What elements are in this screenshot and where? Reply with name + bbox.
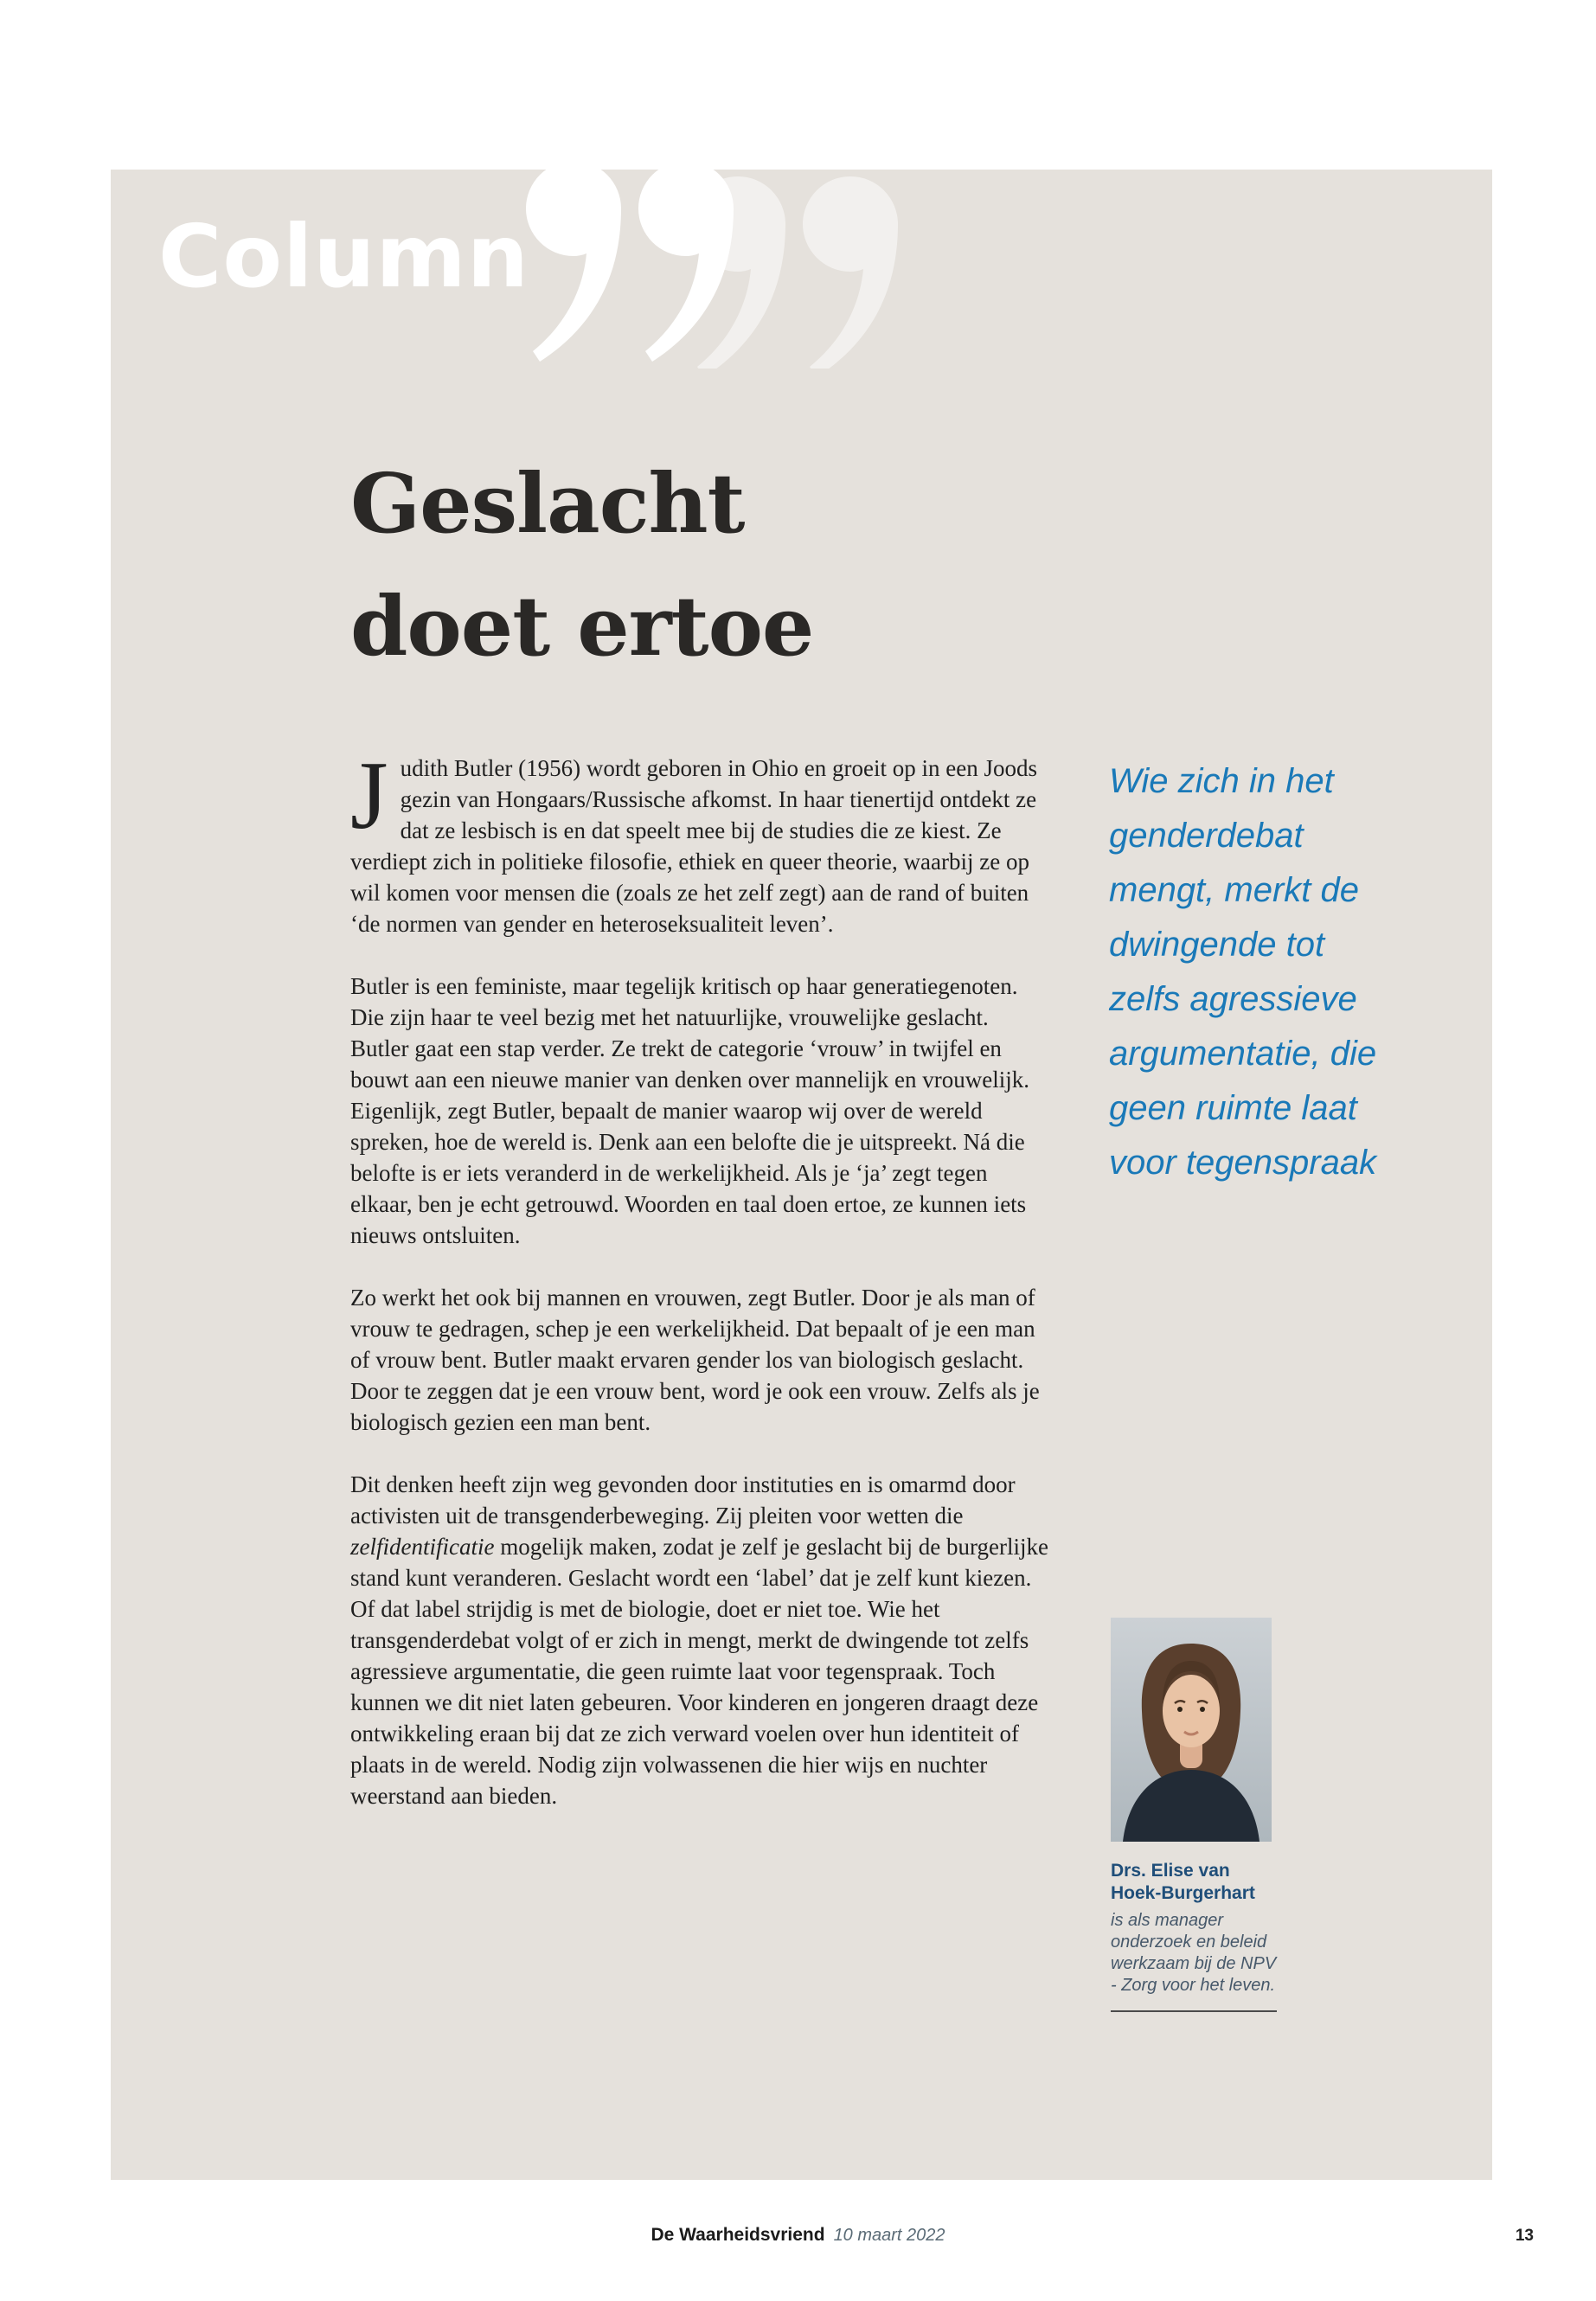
article-body — [350, 742, 1051, 1811]
paragraph-1 — [350, 742, 1051, 939]
article-title — [350, 443, 813, 689]
page-number: 13 — [1515, 2227, 1534, 2245]
drop-cap: J — [350, 742, 388, 849]
paragraph-1-text: udith Butler (1956) wordt geboren in Ohio en groeit op in een Joods gezin van Hongaars/Russische afkomst. In haar tienertijd ontdekt ze dat ze lesbisch is en dat speelt mee bij de studies die ze kiest. Ze verdiept zich in politieke filosofie, ethiek en queer theorie, waarbij ze op wil komen voor mensen die (zoals ze het zelf zegt) aan de rand of buiten ‘de normen van gender en heteroseksualiteit leven’. — [350, 755, 1037, 937]
pull-quote: Wie zich in het genderdebat mengt, merkt de dwingende tot zelfs agressieve argumentatie, die geen ruimte laat voor tegenspraak — [1109, 762, 1377, 1182]
paragraph-2: Butler is een feministe, maar tegelijk kritisch op haar generatiegenoten. Die zijn haar te veel bezig met het natuurlijke, vrouwelijke geslacht. Butler gaat een stap verder. Ze trekt de categorie ‘vrouw’ in twijfel en bouwt aan een nieuwe manier van denken over mannelijk en vrouwelijk. Eigenlijk, zegt Butler, bepaalt de manier waarop wij over de wereld spreken, hoe de wereld is. Denk aan een belofte die je uitspreekt. Ná die belofte is er iets veranderd in de werkelijkheid. Als je ‘ja’ zegt tegen elkaar, ben je echt getrouwd. Woorden en taal doen ertoe, ze kunnen iets nieuws ontsluiten. — [350, 973, 1029, 1248]
paragraph-4-text-end: mogelijk maken, zodat je zelf je geslacht bij de burgerlijke stand kunt veranderen. Geslacht wordt een ‘label’ dat je zelf kunt kiezen. Of dat label strijdig is met de biologie, doet er niet toe. Wie het transgenderdebat volgt of er zich in mengt, merkt de dwingende tot zelfs agressieve argumentatie, die geen ruimte laat voor tegenspraak. Toch kunnen we dit niet laten gebeuren. Voor kinderen en jongeren draagt deze ontwikkeling eraan bij dat ze zich verward voelen over hun identiteit of plaats in de wereld. Nodig zijn volwassenen die hier wijs en nuchter weerstand aan bieden. — [350, 1534, 1048, 1809]
author-photo — [1111, 1618, 1272, 1842]
quotation-marks-icon — [526, 161, 976, 369]
page-footer — [0, 2225, 1596, 2246]
section-kicker: Column — [158, 206, 529, 307]
issue-date: 10 maart 2022 — [833, 2226, 945, 2245]
paragraph-4 — [350, 1469, 1051, 1811]
article-title-line2: doet ertoe — [350, 579, 814, 675]
publication-name: De Waarheidsvriend — [651, 2225, 825, 2245]
author-bio: is als manager onderzoek en beleid werkzaam bij de NPV - Zorg voor het leven. — [1111, 1911, 1277, 1995]
emphasized-term: zelfidentificatie — [350, 1534, 495, 1560]
paragraph-4-text-start: Dit denken heeft zijn weg gevonden door instituties en is omarmd door activisten uit de transgenderbeweging. Zij pleiten voor wetten die — [350, 1471, 1016, 1529]
paragraph-3: Zo werkt het ook bij mannen en vrouwen, zegt Butler. Door je als man of vrouw te gedragen, schep je een werkelijkheid. Dat bepaalt of je een man of vrouw bent. Butler maakt ervaren gender los van biologisch geslacht. Door te zeggen dat je een vrouw bent, word je ook een vrouw. Zelfs als je biologisch gezien een man bent. — [350, 1285, 1040, 1435]
author-name: Drs. Elise van Hoek-Burgerhart — [1111, 1861, 1255, 1903]
portrait-illustration — [1111, 1618, 1272, 1842]
author-caption — [1111, 1860, 1277, 2012]
article-title-line1: Geslacht — [350, 456, 745, 552]
